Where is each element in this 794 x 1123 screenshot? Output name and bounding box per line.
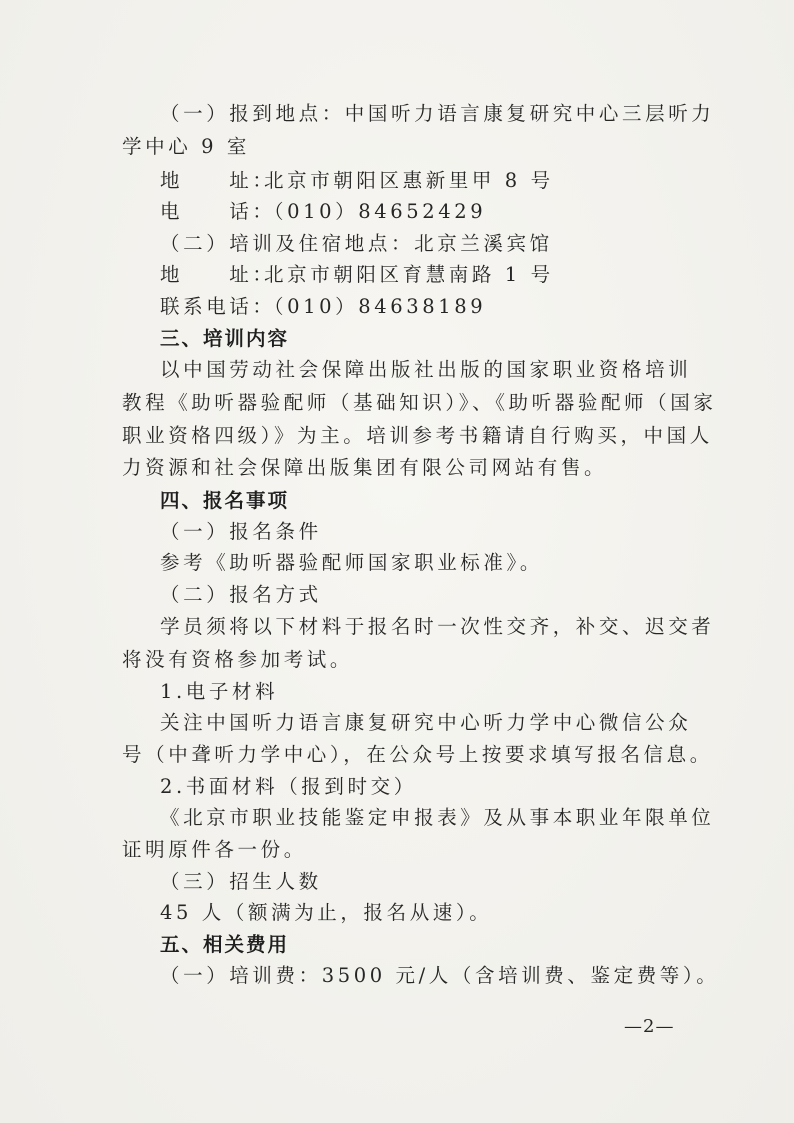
address-2-label: 地 址： <box>160 263 276 286</box>
heading-fees: 五、相关费用 <box>160 933 290 956</box>
phone-1 <box>160 198 486 226</box>
page-number: —2— <box>624 1016 675 1037</box>
address-2-value: 北京市朝阳区育慧南路 1 号 <box>264 263 554 286</box>
phone-2 <box>160 293 486 321</box>
paragraph-line: 力资源和社会保障出版集团有限公司网站有售。 <box>122 456 608 479</box>
paragraph-line: 教程《助听器验配师（基础知识）》、《助听器验配师（国家 <box>122 391 717 414</box>
phone-2-label: 联系电话： <box>160 295 276 318</box>
paragraph-line: 号（中聋听力学中心），在公众号上按要求填写报名信息。 <box>122 743 713 766</box>
address-2 <box>160 261 554 289</box>
address-1 <box>160 167 554 195</box>
fee-line: （一）培训费：3500 元/人（含培训费、鉴定费等）。 <box>160 964 720 987</box>
heading-training-content: 三、培训内容 <box>160 327 290 350</box>
paragraph-line: 职业资格四级）》为主。培训参考书籍请自行购买，中国人 <box>122 424 713 447</box>
paragraph-line: 45 人（额满为止，报名从速）。 <box>160 901 493 924</box>
paragraph-line: 以中国劳动社会保障出版社出版的国家职业资格培训 <box>160 358 692 381</box>
subheading-enrollment: （三）招生人数 <box>160 870 322 893</box>
subheading-method: （二）报名方式 <box>160 583 322 606</box>
subheading-conditions: （一）报名条件 <box>160 520 322 543</box>
phone-1-value: （010）84652429 <box>264 200 487 223</box>
section-1-training-location: （二）培训及住宿地点：北京兰溪宾馆 <box>160 232 553 255</box>
heading-registration: 四、报名事项 <box>160 489 290 512</box>
paragraph-line: 《北京市职业技能鉴定申报表》及从事本职业年限单位 <box>160 806 715 829</box>
phone-1-label: 电 话： <box>160 200 276 223</box>
item-paper-materials: 2.书面材料（报到时交） <box>160 775 417 798</box>
section-1-location-line: （一）报到地点：中国听力语言康复研究中心三层听力 <box>160 102 715 125</box>
paragraph-line: 参考《助听器验配师国家职业标准》。 <box>160 551 543 574</box>
paragraph-line: 证明原件各一份。 <box>122 838 307 861</box>
address-1-label: 地 址： <box>160 169 276 192</box>
paragraph-line: 将没有资格参加考试。 <box>122 648 354 671</box>
paragraph-line: 关注中国听力语言康复研究中心听力学中心微信公众 <box>160 711 692 734</box>
phone-2-value: （010）84638189 <box>264 295 487 318</box>
section-1-location-cont: 学中心 9 室 <box>122 135 251 158</box>
item-electronic-materials: 1.电子材料 <box>160 680 279 703</box>
paragraph-line: 学员须将以下材料于报名时一次性交齐，补交、迟交者 <box>160 615 715 638</box>
address-1-value: 北京市朝阳区惠新里甲 8 号 <box>264 169 554 192</box>
